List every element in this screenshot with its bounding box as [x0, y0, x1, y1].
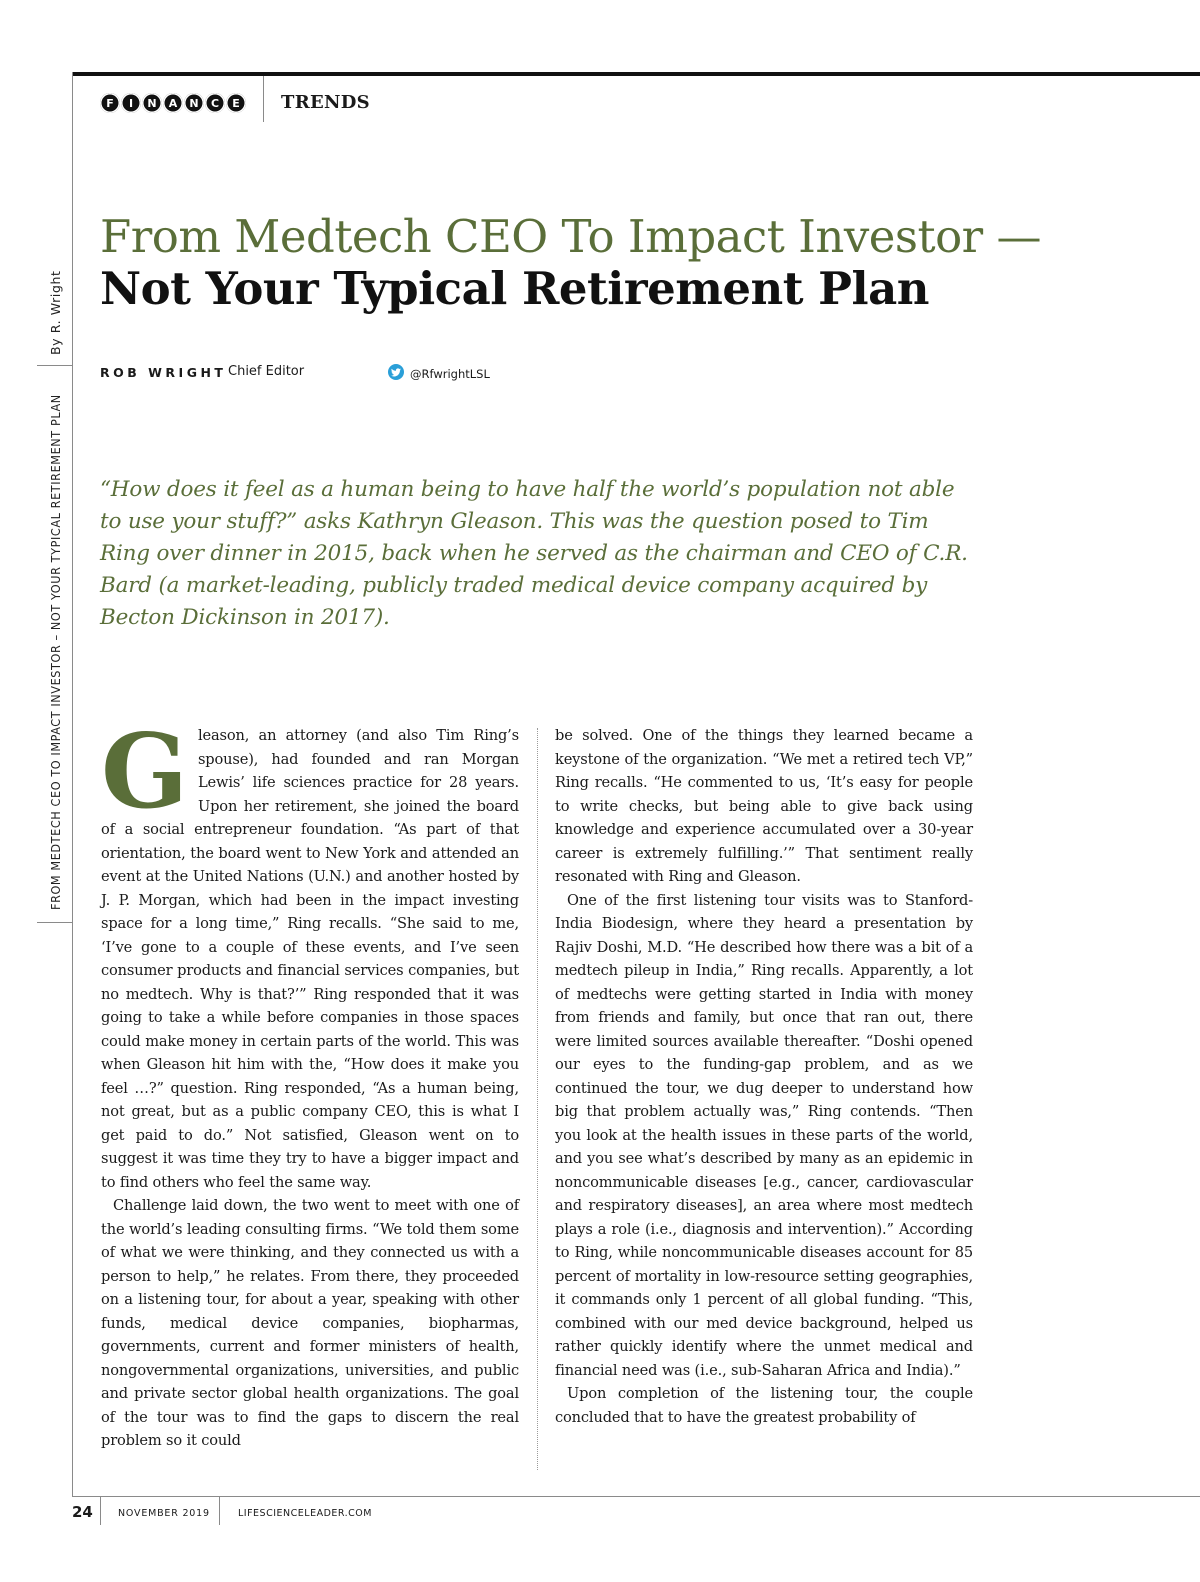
- body-paragraph: One of the first listening tour visits was to Stanford-India Biodesign, where they heard a presentation by Rajiv Doshi, M.D. “He described how there was a bit of a medtech pileup in India,” Ring recalls. Apparently, a lot of medtechs were getting started in India with money from friends and family, but once that ran out, there were limited sources available thereafter. “Doshi opened our eyes to the funding-gap problem, and as we continued the tour, we dug deeper to understand how big that problem actually was,” Ring contends. “Then you look at the health issues in these parts of the world, and you see what’s described by many as an epidemic in noncommunicable diseases [e.g., cancer, cardiovascular and respiratory diseases], an area where most medtech plays a role (i.e., diagnosis and intervention).” According to Ring, while noncommunicable diseases account for 85 percent of mortality in low-resource setting geographies, it commands only 1 percent of all global funding. “This, combined with our med device background, helped us rather quickly identify where the unmet medical and financial need was (i.e., sub-Saharan Africa and India).”: [555, 891, 973, 1379]
- site-url[interactable]: LIFESCIENCELEADER.COM: [238, 1508, 372, 1519]
- author-name: ROB WRIGHT: [100, 365, 227, 380]
- drop-cap: G: [101, 712, 188, 832]
- intro-pullquote: “How does it feel as a human being to have half the world’s population not able to use your stuff?” asks Kathryn Gleason. This was the question posed to Tim Ring over dinner in 2015, back when he served as the chairman and CEO of C.R. Bard (a market-leading, publicly traded medical device company acquired by Becton Dickinson in 2017).: [100, 477, 968, 630]
- section-letter: A: [163, 93, 183, 113]
- twitter-handle[interactable]: @RfwrightLSL: [410, 367, 490, 381]
- section-letter: N: [184, 93, 204, 113]
- section-tag-finance: [100, 93, 247, 113]
- section-letter: N: [142, 93, 162, 113]
- sidebar-divider: [37, 365, 73, 366]
- body-text: leason, an attorney (and also Tim Ring’s spouse), had founded and ran Morgan Lewis’ life sciences practice for 28 years. Upon her retirement, she joined the board of a social entrepreneur foundation. “As part of that orientation, the board went to New York and attended an event at the United Nations (U.N.) and another hosted by J. P. Morgan, which had been in the impact investing space for a long time,” Ring recalls. “She said to me, ‘I’ve gone to a couple of these events, and I’ve seen consumer products and financial services companies, but no medtech. Why is that?’” Ring responded that it was going to take a while before companies in those spaces could make money in certain parts of the world. This was when Gleason hit him with the, “How does it make you feel …?” question. Ring responded, “As a human being, not great, but as a public company CEO, this is what I get paid to do.” Not satisfied, Gleason went on to suggest it was time they try to have a bigger impact and to find others who feel the same way.: [101, 727, 519, 1191]
- body-paragraph: be solved. One of the things they learned became a keystone of the organization. “We met a retired tech VP,” Ring recalls. “He commented to us, ‘It’s easy for people to write checks, but being able to give back using knowledge and experience accumulated over a 30-year career is extremely fulfilling.’” That sentiment really resonated with Ring and Gleason.: [555, 727, 973, 885]
- left-rule: [72, 72, 73, 1497]
- sidebar-divider: [37, 922, 73, 923]
- footer-divider: [100, 1497, 101, 1525]
- author-role: Chief Editor: [228, 364, 305, 379]
- issue-date: NOVEMBER 2019: [118, 1508, 210, 1519]
- header-divider: [263, 76, 264, 122]
- sidebar-byline: By R. Wright: [48, 270, 63, 355]
- top-rule: [72, 72, 1200, 76]
- body-paragraph: Challenge laid down, the two went to meet with one of the world’s leading consulting firms. “We told them some of what we were thinking, and they connected us with a person to help,” he relates. From there, they proceeded on a listening tour, for about a year, speaking with other funds, medical device companies, biopharmas, governments, current and former ministers of health, nongovernmental organizations, universities, and public and private sector global health organizations. The goal of the tour was to find the gaps to discern the real problem so it could: [101, 1197, 519, 1449]
- page-number: 24: [72, 1503, 93, 1521]
- headline-line-2: Not Your Typical Retirement Plan: [100, 262, 929, 315]
- body-column-1: [101, 712, 519, 1453]
- column-divider: [537, 728, 538, 1470]
- body-paragraph: [101, 712, 519, 1194]
- footer-divider: [219, 1497, 220, 1525]
- bottom-rule: [72, 1496, 1200, 1497]
- body-column-2: [555, 724, 973, 1429]
- section-letter: E: [226, 93, 246, 113]
- section-letter: F: [100, 93, 120, 113]
- twitter-icon: [388, 364, 404, 380]
- section-title: TRENDS: [281, 92, 370, 113]
- section-letter: I: [121, 93, 141, 113]
- sidebar-running-title: FROM MEDTECH CEO TO IMPACT INVESTOR – NOT YOUR TYPICAL RETIREMENT PLAN: [48, 394, 63, 910]
- body-paragraph: Upon completion of the listening tour, the couple concluded that to have the greatest probability of: [555, 1385, 973, 1426]
- headline-line-1: From Medtech CEO To Impact Investor —: [100, 210, 1041, 263]
- section-letter: C: [205, 93, 225, 113]
